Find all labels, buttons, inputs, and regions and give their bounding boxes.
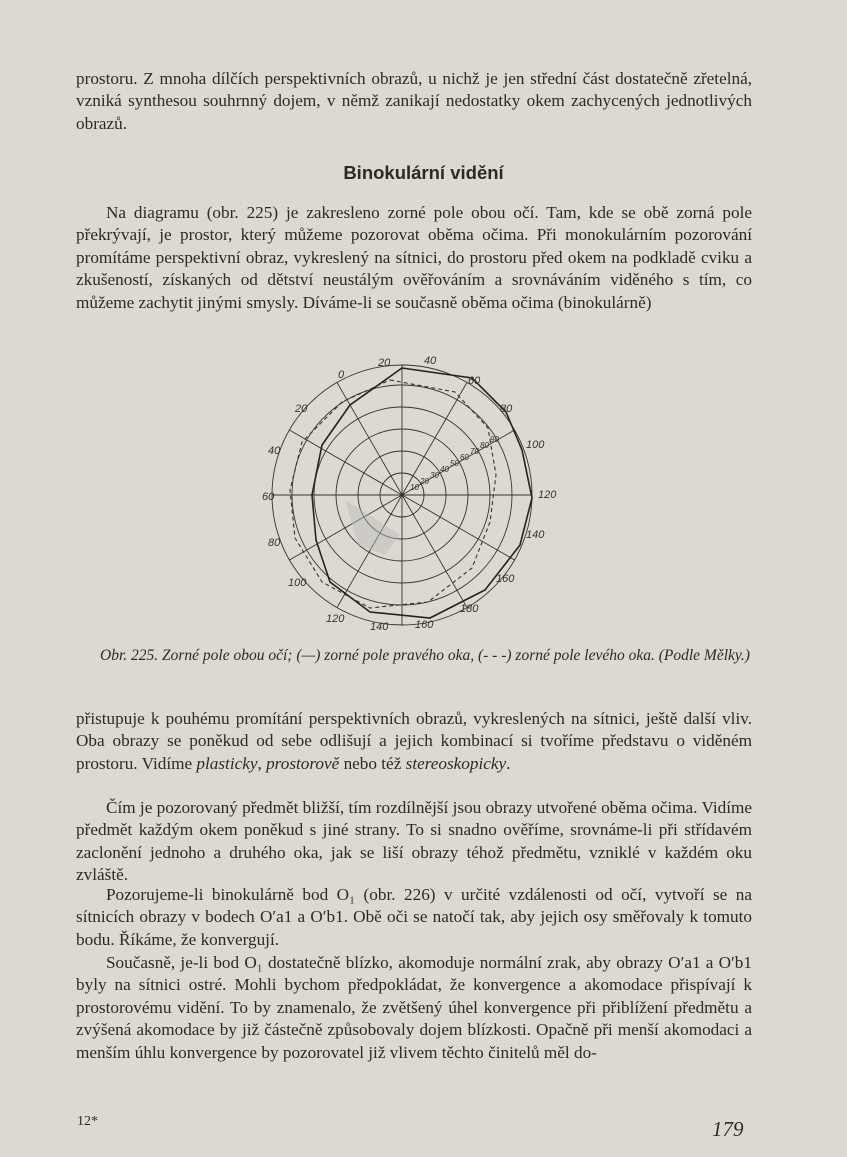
left-label: 40: [268, 445, 281, 457]
inner-label: 60: [460, 453, 469, 462]
top-scale-labels: [377, 355, 481, 387]
inner-label: 70: [470, 447, 479, 456]
emphasis-stereoskopicky: stereoskopicky: [405, 753, 507, 773]
right-label: 100: [526, 439, 545, 451]
inner-label: 40: [440, 465, 449, 474]
left-label: 20: [295, 403, 308, 415]
figure-caption: Obr. 225. Zorné pole obou očí; (—) zorné pole pravého oka, (- - -) zorné pole levého oka. (Podle Mělky.): [100, 647, 750, 664]
paragraph-2: [76, 708, 752, 775]
left-label: 0: [338, 369, 345, 381]
paragraph-4: [76, 884, 752, 951]
grid-radial-line: [337, 495, 402, 608]
blind-spot-region: [345, 500, 400, 555]
inner-label: 10: [410, 483, 419, 492]
inner-label: 90: [490, 435, 499, 444]
right-label: 140: [526, 529, 545, 541]
paragraph-1-text: Na diagramu (obr. 225) je zakresleno zorné pole obou očí. Tam, kde se obě zorná pole překrývají, je prostor, který můžeme pozorovat oběma očima. Při monokulárním pozorování promítáme perspektivní obraz, vykreslený na sítnici, do prostoru před okem na podkladě cviku a zkušeností, získaných od dětství neustálým ověřováním a srovnáváním viděného s tím, co můžeme zachytit jinými smysly. Díváme-li se současně oběma očima (binokulárně): [76, 203, 752, 312]
paragraph-3: [76, 797, 752, 887]
paragraph-4-text: Pozorujeme-li binokulárně bod O₁ (obr. 226) v určité vzdálenosti od očí, vytvoří se na sítnicích obrazy v bodech O′a1 a O′b1. Obě oči se natočí tak, aby jejich osy směřovaly k tomuto bodu. Říkáme, že konvergují.: [76, 885, 752, 949]
left-label: 80: [268, 537, 281, 549]
intro-paragraph: prostoru. Z mnoha dílčích perspektivních obrazů, u nichž je jen střední část dostatečně zřetelná, vzniká synthesou souhrnný dojem, v němž zanikají nedostatky okem zachycených jednotlivých obrazů.: [76, 69, 752, 133]
paragraph-1: [76, 202, 752, 314]
right-label: 120: [538, 489, 557, 501]
section-heading: Binokulární vidění: [343, 162, 504, 183]
visual-field-diagram: [250, 350, 580, 640]
page-number: 179: [712, 1117, 744, 1141]
inner-label: 50: [450, 459, 459, 468]
grid-radial-line: [289, 430, 402, 495]
bottom-label: 160: [415, 619, 434, 631]
top-label: 60: [468, 375, 481, 387]
paragraph-2-sep: ,: [257, 753, 267, 773]
paragraph-3-text: Čím je pozorovaný předmět bližší, tím rozdílnější jsou obrazy utvořené oběma očima. Vidíme předmět každým okem poněkud s jiné strany. To si snadno ověříme, srovnáme-li při střídavém zaclonění jednoho a druhého oka, jak se liší obrazy téhož předmětu, vzniklé v každém oku zvláště.: [76, 798, 752, 885]
paragraph-5-text: Současně, je-li bod O₁ dostatečně blízko, akomoduje normální zrak, aby obrazy O′a1 a O′b1 byly na sítnici ostré. Mohli bychom předpokládat, že konvergence a akomodace přispívají k prostorovému vidění. To by znamenalo, že zvětšený úhel konvergence při přiblížení předmětu a zvýšená akomodace by již částečně způsobovaly dojem blízkosti. Opačně při menší akomodaci a menším úhlu konvergence by pozorovatel již vlivem těchto činitelů měl do-: [76, 953, 752, 1062]
paragraph-5: [76, 952, 752, 1064]
grid-radial-line: [402, 495, 467, 608]
left-eye-field-outline: [290, 380, 496, 608]
right-label: 160: [496, 573, 515, 585]
right-label: 80: [500, 403, 513, 415]
left-scale-labels: [262, 369, 389, 633]
signature-mark: 12*: [77, 1114, 98, 1129]
paragraph-2-start: přistupuje k pouhému promítání perspektivních obrazů, vykreslených na sítnici, ještě další vliv. Oba obrazy se poněkud od sebe odlišují a jejich kombinací si tvoříme představu o viděném prostoru. Vidíme: [76, 709, 752, 773]
left-label: 60: [262, 491, 275, 503]
inner-label: 30: [430, 471, 439, 480]
right-label: 180: [460, 603, 479, 615]
left-label: 120: [326, 613, 345, 625]
left-label: 140: [370, 621, 389, 633]
right-scale-labels: [460, 403, 557, 615]
emphasis-prostorove: prostorově: [266, 753, 340, 773]
left-label: 100: [288, 577, 307, 589]
grid-radial-line: [402, 495, 515, 560]
inner-label: 20: [420, 477, 429, 486]
emphasis-plasticky: plasticky: [196, 753, 258, 773]
inner-scale-labels: [410, 435, 499, 492]
top-label: 20: [378, 357, 391, 369]
paragraph-2-mid: nebo též: [339, 753, 406, 773]
paragraph-2-end: .: [506, 753, 511, 773]
top-label: 40: [424, 355, 437, 367]
inner-label: 80: [480, 441, 489, 450]
